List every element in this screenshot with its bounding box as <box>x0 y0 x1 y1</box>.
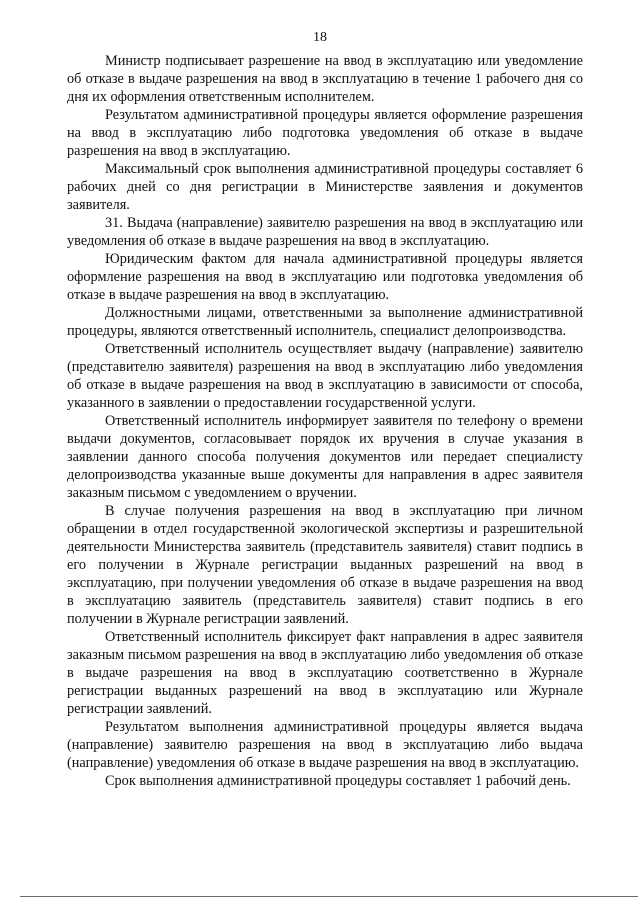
paragraph-4: 31. Выдача (направление) заявителю разрешения на ввод в эксплуатацию или уведомления об отказе в выдаче разрешения на ввод в эксплуатацию. <box>67 215 583 249</box>
paragraph-3: Максимальный срок выполнения административной процедуры составляет 6 рабочих дней со дня регистрации в Министерстве заявления и документов заявителя. <box>67 161 583 213</box>
paragraph-11: Результатом выполнения административной процедуры является выдача (направление) заявителю разрешения на ввод в эксплуатацию либо выдача (направление) уведомления об отказе в выдаче разрешения на ввод в эксплуатацию. <box>67 719 583 771</box>
page-number: 18 <box>313 30 327 45</box>
paragraph-6: Должностными лицами, ответственными за выполнение административной процедуры, являются ответственный исполнитель, специалист делопроизводства. <box>67 305 583 339</box>
paragraph-1: Министр подписывает разрешение на ввод в эксплуатацию или уведомление об отказе в выдаче разрешения на ввод в эксплуатацию в течение 1 рабочего дня со дня их оформления ответственным исполнителем. <box>67 53 583 105</box>
paragraph-8: Ответственный исполнитель информирует заявителя по телефону о времени выдачи документов, согласовывает порядок их вручения в случае указания в заявлении данного способа получения документов или передает специалисту делопроизводства указанные выше документы для направления в адрес заявителя заказным письмом с уведомлением о вручении. <box>67 413 583 501</box>
paragraph-12: Срок выполнения административной процедуры составляет 1 рабочий день. <box>105 773 571 789</box>
document-body <box>67 52 583 790</box>
paragraph-9: В случае получения разрешения на ввод в эксплуатацию при личном обращении в отдел государственной экологической экспертизы и разрешительной деятельности Министерства заявитель (представитель заявителя) ставит подпись в его получении в Журнале регистрации выданных разрешений на ввод в эксплуатацию, при получении уведомления об отказе в выдаче разрешения на ввод в эксплуатацию заявитель (представитель заявителя) ставит подпись в его получении в Журнале регистрации заявлений. <box>67 503 583 627</box>
paragraph-2: Результатом административной процедуры является оформление разрешения на ввод в эксплуатацию либо подготовка уведомления об отказе в выдаче разрешения на ввод в эксплуатацию. <box>67 107 583 159</box>
paragraph-5: Юридическим фактом для начала административной процедуры является оформление разрешения на ввод в эксплуатацию или подготовка уведомления об отказе в выдаче разрешения на ввод в эксплуатацию. <box>67 251 583 303</box>
paragraph-7: Ответственный исполнитель осуществляет выдачу (направление) заявителю (представителю заявителя) разрешения на ввод в эксплуатацию либо уведомления об отказе в выдаче разрешения на ввод в эксплуатацию в зависимости от способа, указанного в заявлении о предоставлении государственной услуги. <box>67 341 583 411</box>
bottom-divider <box>20 896 638 897</box>
paragraph-10: Ответственный исполнитель фиксирует факт направления в адрес заявителя заказным письмом разрешения на ввод в эксплуатацию либо уведомления об отказе в выдаче разрешения на ввод в эксплуатацию соответственно в Журнале регистрации выданных разрешений на ввод в эксплуатацию или Журнале регистрации заявлений. <box>67 629 583 717</box>
